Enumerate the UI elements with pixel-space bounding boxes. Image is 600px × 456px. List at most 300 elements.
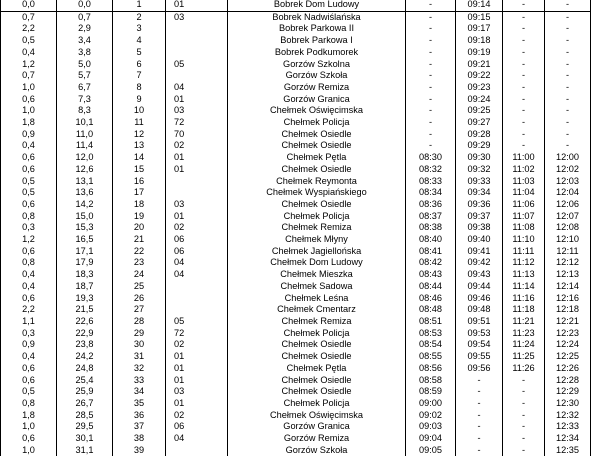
stop-number-cell: 4 xyxy=(113,35,166,47)
departure-time-2-cell: 09:28 xyxy=(456,129,503,141)
zone-code-cell xyxy=(166,304,228,316)
cumulative-distance-cell: 12,6 xyxy=(57,164,113,176)
cumulative-distance-cell: 2,9 xyxy=(57,23,113,35)
departure-time-1-cell: 08:37 xyxy=(406,211,456,223)
table-row xyxy=(1,421,591,433)
stop-name-cell: Chełmek Policja xyxy=(228,117,406,129)
zone-code-cell: 03 xyxy=(166,386,228,398)
departure-time-2-cell: - xyxy=(456,410,503,422)
table-row xyxy=(1,246,591,258)
departure-time-4-cell: - xyxy=(545,11,591,23)
cumulative-distance-cell: 28,5 xyxy=(57,410,113,422)
departure-time-4-cell: 12:24 xyxy=(545,339,591,351)
zone-code-cell xyxy=(166,445,228,456)
segment-distance-cell: 0,6 xyxy=(1,152,57,164)
stop-number-cell: 29 xyxy=(113,328,166,340)
departure-time-3-cell: - xyxy=(503,47,545,59)
departure-time-1-cell: 08:58 xyxy=(406,375,456,387)
segment-distance-cell: 0,9 xyxy=(1,339,57,351)
departure-time-4-cell: 12:00 xyxy=(545,152,591,164)
departure-time-3-cell: 11:26 xyxy=(503,363,545,375)
departure-time-3-cell: - xyxy=(503,23,545,35)
departure-time-2-cell: 09:54 xyxy=(456,339,503,351)
departure-time-1-cell: 08:54 xyxy=(406,339,456,351)
segment-distance-cell: 1,0 xyxy=(1,445,57,456)
stop-number-cell: 33 xyxy=(113,375,166,387)
departure-time-4-cell: - xyxy=(545,35,591,47)
segment-distance-cell: 0,3 xyxy=(1,328,57,340)
cumulative-distance-cell: 23,8 xyxy=(57,339,113,351)
segment-distance-cell: 0,5 xyxy=(1,176,57,188)
cumulative-distance-cell: 16,5 xyxy=(57,234,113,246)
departure-time-1-cell: 08:43 xyxy=(406,269,456,281)
segment-distance-cell: 1,0 xyxy=(1,421,57,433)
segment-distance-cell: 0,6 xyxy=(1,246,57,258)
stop-number-cell: 36 xyxy=(113,410,166,422)
departure-time-3-cell: - xyxy=(503,94,545,106)
stop-number-cell: 10 xyxy=(113,105,166,117)
stop-name-cell: Chełmek Policja xyxy=(228,211,406,223)
segment-distance-cell: 0,4 xyxy=(1,47,57,59)
departure-time-3-cell: - xyxy=(503,398,545,410)
departure-time-2-cell: 09:29 xyxy=(456,140,503,152)
departure-time-2-cell: 09:37 xyxy=(456,211,503,223)
cumulative-distance-cell: 24,2 xyxy=(57,351,113,363)
zone-code-cell: 05 xyxy=(166,59,228,71)
cumulative-distance-cell: 22,9 xyxy=(57,328,113,340)
stop-name-cell: Bobrek Parkowa II xyxy=(228,23,406,35)
departure-time-1-cell: 08:51 xyxy=(406,316,456,328)
cumulative-distance-cell: 18,3 xyxy=(57,269,113,281)
zone-code-cell: 02 xyxy=(166,339,228,351)
stop-number-cell: 9 xyxy=(113,94,166,106)
departure-time-1-cell: - xyxy=(406,117,456,129)
departure-time-2-cell: 09:14 xyxy=(456,0,503,11)
departure-time-3-cell: - xyxy=(503,386,545,398)
table-row xyxy=(1,351,591,363)
stop-name-cell: Chełmek Leśna xyxy=(228,293,406,305)
departure-time-4-cell: - xyxy=(545,140,591,152)
departure-time-1-cell: 08:55 xyxy=(406,351,456,363)
departure-time-3-cell: 11:06 xyxy=(503,199,545,211)
segment-distance-cell: 0,6 xyxy=(1,375,57,387)
departure-time-4-cell: 12:34 xyxy=(545,433,591,445)
stop-number-cell: 28 xyxy=(113,316,166,328)
segment-distance-cell: 1,2 xyxy=(1,234,57,246)
table-row xyxy=(1,129,591,141)
departure-time-3-cell: - xyxy=(503,70,545,82)
table-row xyxy=(1,140,591,152)
departure-time-2-cell: - xyxy=(456,445,503,456)
stop-name-cell: Chełmek Mieszka xyxy=(228,269,406,281)
table-row xyxy=(1,363,591,375)
departure-time-2-cell: 09:33 xyxy=(456,176,503,188)
table-row xyxy=(1,398,591,410)
stop-name-cell: Chełmek Osiedle xyxy=(228,129,406,141)
zone-code-cell: 01 xyxy=(166,0,228,11)
segment-distance-cell: 0,5 xyxy=(1,187,57,199)
departure-time-3-cell: 11:03 xyxy=(503,176,545,188)
departure-time-3-cell: 11:00 xyxy=(503,152,545,164)
segment-distance-cell: 1,0 xyxy=(1,82,57,94)
segment-distance-cell: 0,8 xyxy=(1,257,57,269)
departure-time-3-cell: 11:23 xyxy=(503,328,545,340)
table-row xyxy=(1,117,591,129)
departure-time-3-cell: - xyxy=(503,35,545,47)
stop-name-cell: Chełmek Pętla xyxy=(228,152,406,164)
departure-time-3-cell: - xyxy=(503,410,545,422)
stop-name-cell: Chełmek Osiedle xyxy=(228,199,406,211)
departure-time-1-cell: 08:36 xyxy=(406,199,456,211)
zone-code-cell: 01 xyxy=(166,375,228,387)
zone-code-cell: 05 xyxy=(166,316,228,328)
departure-time-4-cell: 12:30 xyxy=(545,398,591,410)
departure-time-3-cell: - xyxy=(503,129,545,141)
stop-number-cell: 2 xyxy=(113,11,166,23)
departure-time-2-cell: - xyxy=(456,398,503,410)
departure-time-4-cell: - xyxy=(545,70,591,82)
departure-time-2-cell: 09:51 xyxy=(456,316,503,328)
segment-distance-cell: 0,5 xyxy=(1,386,57,398)
stop-name-cell: Chełmek Cmentarz xyxy=(228,304,406,316)
stop-number-cell: 15 xyxy=(113,164,166,176)
table-row xyxy=(1,164,591,176)
stop-number-cell: 1 xyxy=(113,0,166,11)
departure-time-2-cell: 09:56 xyxy=(456,363,503,375)
segment-distance-cell: 1,8 xyxy=(1,410,57,422)
segment-distance-cell: 0,6 xyxy=(1,433,57,445)
table-row xyxy=(1,293,591,305)
departure-time-3-cell: 11:07 xyxy=(503,211,545,223)
cumulative-distance-cell: 14,2 xyxy=(57,199,113,211)
stop-name-cell: Chełmek Remiza xyxy=(228,316,406,328)
departure-time-1-cell: 09:00 xyxy=(406,398,456,410)
table-row xyxy=(1,339,591,351)
departure-time-3-cell: 11:25 xyxy=(503,351,545,363)
stop-name-cell: Chełmek Oświęcimska xyxy=(228,410,406,422)
stop-name-cell: Chełmek Policja xyxy=(228,328,406,340)
stop-number-cell: 22 xyxy=(113,246,166,258)
zone-code-cell: 04 xyxy=(166,433,228,445)
departure-time-3-cell: 11:10 xyxy=(503,234,545,246)
table-row xyxy=(1,187,591,199)
departure-time-1-cell: - xyxy=(406,59,456,71)
cumulative-distance-cell: 18,7 xyxy=(57,281,113,293)
segment-distance-cell: 0,8 xyxy=(1,211,57,223)
table-row xyxy=(1,281,591,293)
table-row xyxy=(1,222,591,234)
cumulative-distance-cell: 25,9 xyxy=(57,386,113,398)
table-row xyxy=(1,257,591,269)
cumulative-distance-cell: 17,9 xyxy=(57,257,113,269)
segment-distance-cell: 0,3 xyxy=(1,222,57,234)
departure-time-2-cell: 09:24 xyxy=(456,94,503,106)
stop-number-cell: 19 xyxy=(113,211,166,223)
table-row xyxy=(1,47,591,59)
cumulative-distance-cell: 29,5 xyxy=(57,421,113,433)
departure-time-3-cell: - xyxy=(503,0,545,11)
zone-code-cell xyxy=(166,35,228,47)
departure-time-4-cell: 12:25 xyxy=(545,351,591,363)
departure-time-4-cell: - xyxy=(545,129,591,141)
departure-time-4-cell: 12:11 xyxy=(545,246,591,258)
table-row xyxy=(1,82,591,94)
departure-time-1-cell: - xyxy=(406,70,456,82)
departure-time-2-cell: 09:19 xyxy=(456,47,503,59)
departure-time-1-cell: 08:44 xyxy=(406,281,456,293)
departure-time-1-cell: - xyxy=(406,129,456,141)
stop-number-cell: 31 xyxy=(113,351,166,363)
zone-code-cell: 70 xyxy=(166,129,228,141)
departure-time-3-cell: - xyxy=(503,59,545,71)
departure-time-3-cell: 11:14 xyxy=(503,281,545,293)
departure-time-4-cell: 12:33 xyxy=(545,421,591,433)
departure-time-3-cell: 11:04 xyxy=(503,187,545,199)
departure-time-1-cell: 08:41 xyxy=(406,246,456,258)
cumulative-distance-cell: 5,7 xyxy=(57,70,113,82)
stop-name-cell: Chełmek Jagiellońska xyxy=(228,246,406,258)
table-row xyxy=(1,328,591,340)
stop-number-cell: 27 xyxy=(113,304,166,316)
departure-time-2-cell: 09:42 xyxy=(456,257,503,269)
stop-name-cell: Gorzów Granica xyxy=(228,421,406,433)
departure-time-2-cell: 09:23 xyxy=(456,82,503,94)
zone-code-cell: 01 xyxy=(166,363,228,375)
departure-time-2-cell: 09:36 xyxy=(456,199,503,211)
departure-time-4-cell: - xyxy=(545,47,591,59)
stop-name-cell: Gorzów Remiza xyxy=(228,433,406,445)
departure-time-2-cell: - xyxy=(456,386,503,398)
departure-time-4-cell: - xyxy=(545,117,591,129)
segment-distance-cell: 2,2 xyxy=(1,304,57,316)
stop-number-cell: 7 xyxy=(113,70,166,82)
departure-time-3-cell: - xyxy=(503,11,545,23)
zone-code-cell: 02 xyxy=(166,222,228,234)
stop-name-cell: Chełmek Policja xyxy=(228,398,406,410)
departure-time-1-cell: 09:04 xyxy=(406,433,456,445)
departure-time-1-cell: - xyxy=(406,82,456,94)
segment-distance-cell: 0,4 xyxy=(1,140,57,152)
segment-distance-cell: 0,5 xyxy=(1,35,57,47)
departure-time-1-cell: - xyxy=(406,140,456,152)
table-row xyxy=(1,105,591,117)
departure-time-1-cell: 08:46 xyxy=(406,293,456,305)
departure-time-4-cell: 12:06 xyxy=(545,199,591,211)
departure-time-2-cell: 09:55 xyxy=(456,351,503,363)
table-row xyxy=(1,445,591,456)
stop-number-cell: 17 xyxy=(113,187,166,199)
segment-distance-cell: 0,6 xyxy=(1,199,57,211)
departure-time-1-cell: 09:05 xyxy=(406,445,456,456)
stop-number-cell: 21 xyxy=(113,234,166,246)
departure-time-4-cell: 12:21 xyxy=(545,316,591,328)
departure-time-3-cell: 11:12 xyxy=(503,257,545,269)
cumulative-distance-cell: 11,0 xyxy=(57,129,113,141)
stop-name-cell: Chełmek Osiedle xyxy=(228,386,406,398)
zone-code-cell: 03 xyxy=(166,199,228,211)
departure-time-3-cell: 11:24 xyxy=(503,339,545,351)
zone-code-cell: 01 xyxy=(166,351,228,363)
table-row xyxy=(1,316,591,328)
cumulative-distance-cell: 13,1 xyxy=(57,176,113,188)
cumulative-distance-cell: 22,6 xyxy=(57,316,113,328)
stop-name-cell: Chełmek Remiza xyxy=(228,222,406,234)
departure-time-2-cell: 09:40 xyxy=(456,234,503,246)
stop-name-cell: Gorzów Remiza xyxy=(228,82,406,94)
table-row xyxy=(1,433,591,445)
departure-time-3-cell: 11:18 xyxy=(503,304,545,316)
departure-time-1-cell: 08:48 xyxy=(406,304,456,316)
stop-name-cell: Gorzów Szkolna xyxy=(228,59,406,71)
cumulative-distance-cell: 11,4 xyxy=(57,140,113,152)
stop-name-cell: Chełmek Osiedle xyxy=(228,351,406,363)
departure-time-1-cell: 08:30 xyxy=(406,152,456,164)
stop-number-cell: 37 xyxy=(113,421,166,433)
stop-number-cell: 12 xyxy=(113,129,166,141)
zone-code-cell: 06 xyxy=(166,246,228,258)
stop-number-cell: 8 xyxy=(113,82,166,94)
departure-time-4-cell: 12:10 xyxy=(545,234,591,246)
departure-time-1-cell: 09:02 xyxy=(406,410,456,422)
cumulative-distance-cell: 26,7 xyxy=(57,398,113,410)
cumulative-distance-cell: 3,8 xyxy=(57,47,113,59)
departure-time-2-cell: - xyxy=(456,375,503,387)
departure-time-3-cell: 11:13 xyxy=(503,269,545,281)
table-row xyxy=(1,176,591,188)
departure-time-2-cell: 09:53 xyxy=(456,328,503,340)
table-row xyxy=(1,375,591,387)
stop-name-cell: Bobrek Podkumorek xyxy=(228,47,406,59)
stop-number-cell: 20 xyxy=(113,222,166,234)
departure-time-4-cell: - xyxy=(545,59,591,71)
departure-time-4-cell: 12:12 xyxy=(545,257,591,269)
zone-code-cell: 01 xyxy=(166,152,228,164)
departure-time-2-cell: 09:18 xyxy=(456,35,503,47)
stop-number-cell: 13 xyxy=(113,140,166,152)
segment-distance-cell: 0,4 xyxy=(1,269,57,281)
departure-time-4-cell: 12:26 xyxy=(545,363,591,375)
zone-code-cell: 03 xyxy=(166,11,228,23)
zone-code-cell: 01 xyxy=(166,164,228,176)
departure-time-4-cell: 12:03 xyxy=(545,176,591,188)
departure-time-1-cell: - xyxy=(406,105,456,117)
zone-code-cell xyxy=(166,70,228,82)
departure-time-4-cell: 12:02 xyxy=(545,164,591,176)
cumulative-distance-cell: 30,1 xyxy=(57,433,113,445)
zone-code-cell: 02 xyxy=(166,140,228,152)
stop-name-cell: Bobrek Nadwiślańska xyxy=(228,11,406,23)
table-row xyxy=(1,410,591,422)
departure-time-4-cell: 12:08 xyxy=(545,222,591,234)
zone-code-cell: 03 xyxy=(166,105,228,117)
segment-distance-cell: 0,9 xyxy=(1,129,57,141)
stop-name-cell: Chełmek Osiedle xyxy=(228,339,406,351)
stop-number-cell: 38 xyxy=(113,433,166,445)
segment-distance-cell: 0,7 xyxy=(1,11,57,23)
departure-time-1-cell: 08:56 xyxy=(406,363,456,375)
departure-time-2-cell: 09:30 xyxy=(456,152,503,164)
cumulative-distance-cell: 10,1 xyxy=(57,117,113,129)
zone-code-cell: 04 xyxy=(166,257,228,269)
departure-time-1-cell: - xyxy=(406,0,456,11)
cumulative-distance-cell: 21,5 xyxy=(57,304,113,316)
departure-time-4-cell: 12:29 xyxy=(545,386,591,398)
stop-name-cell: Gorzów Granica xyxy=(228,94,406,106)
departure-time-4-cell: 12:14 xyxy=(545,281,591,293)
zone-code-cell xyxy=(166,281,228,293)
zone-code-cell: 04 xyxy=(166,82,228,94)
stop-name-cell: Chełmek Sadowa xyxy=(228,281,406,293)
departure-time-2-cell: 09:41 xyxy=(456,246,503,258)
stop-number-cell: 35 xyxy=(113,398,166,410)
table-row xyxy=(1,211,591,223)
stop-name-cell: Chełmek Reymonta xyxy=(228,176,406,188)
zone-code-cell xyxy=(166,187,228,199)
departure-time-2-cell: 09:43 xyxy=(456,269,503,281)
departure-time-2-cell: 09:22 xyxy=(456,70,503,82)
stop-number-cell: 39 xyxy=(113,445,166,456)
segment-distance-cell: 0,6 xyxy=(1,293,57,305)
stop-number-cell: 24 xyxy=(113,269,166,281)
zone-code-cell: 01 xyxy=(166,398,228,410)
departure-time-2-cell: 09:15 xyxy=(456,11,503,23)
table-row xyxy=(1,386,591,398)
zone-code-cell xyxy=(166,47,228,59)
cumulative-distance-cell: 0,0 xyxy=(57,0,113,11)
departure-time-1-cell: 09:03 xyxy=(406,421,456,433)
stop-number-cell: 16 xyxy=(113,176,166,188)
table-row xyxy=(1,59,591,71)
departure-time-2-cell: 09:21 xyxy=(456,59,503,71)
stop-name-cell: Chełmek Osiedle xyxy=(228,164,406,176)
stop-number-cell: 25 xyxy=(113,281,166,293)
zone-code-cell: 72 xyxy=(166,328,228,340)
zone-code-cell xyxy=(166,293,228,305)
cumulative-distance-cell: 15,0 xyxy=(57,211,113,223)
departure-time-4-cell: - xyxy=(545,23,591,35)
cumulative-distance-cell: 13,6 xyxy=(57,187,113,199)
stop-number-cell: 26 xyxy=(113,293,166,305)
departure-time-4-cell: 12:04 xyxy=(545,187,591,199)
segment-distance-cell: 0,6 xyxy=(1,363,57,375)
zone-code-cell: 72 xyxy=(166,117,228,129)
segment-distance-cell: 2,2 xyxy=(1,23,57,35)
stop-name-cell: Chełmek Dom Ludowy xyxy=(228,257,406,269)
departure-time-3-cell: 11:16 xyxy=(503,293,545,305)
departure-time-3-cell: - xyxy=(503,421,545,433)
cumulative-distance-cell: 6,7 xyxy=(57,82,113,94)
departure-time-1-cell: 08:32 xyxy=(406,164,456,176)
departure-time-3-cell: - xyxy=(503,375,545,387)
departure-time-4-cell: 12:23 xyxy=(545,328,591,340)
departure-time-4-cell: - xyxy=(545,105,591,117)
zone-code-cell xyxy=(166,176,228,188)
departure-time-3-cell: - xyxy=(503,117,545,129)
stop-name-cell: Bobrek Dom Ludowy xyxy=(228,0,406,11)
cumulative-distance-cell: 24,8 xyxy=(57,363,113,375)
departure-time-1-cell: - xyxy=(406,23,456,35)
departure-time-3-cell: - xyxy=(503,105,545,117)
zone-code-cell: 04 xyxy=(166,269,228,281)
stop-number-cell: 34 xyxy=(113,386,166,398)
departure-time-1-cell: 08:59 xyxy=(406,386,456,398)
departure-time-1-cell: - xyxy=(406,11,456,23)
zone-code-cell: 06 xyxy=(166,234,228,246)
departure-time-2-cell: 09:34 xyxy=(456,187,503,199)
table-row xyxy=(1,234,591,246)
stop-number-cell: 18 xyxy=(113,199,166,211)
cumulative-distance-cell: 31,1 xyxy=(57,445,113,456)
